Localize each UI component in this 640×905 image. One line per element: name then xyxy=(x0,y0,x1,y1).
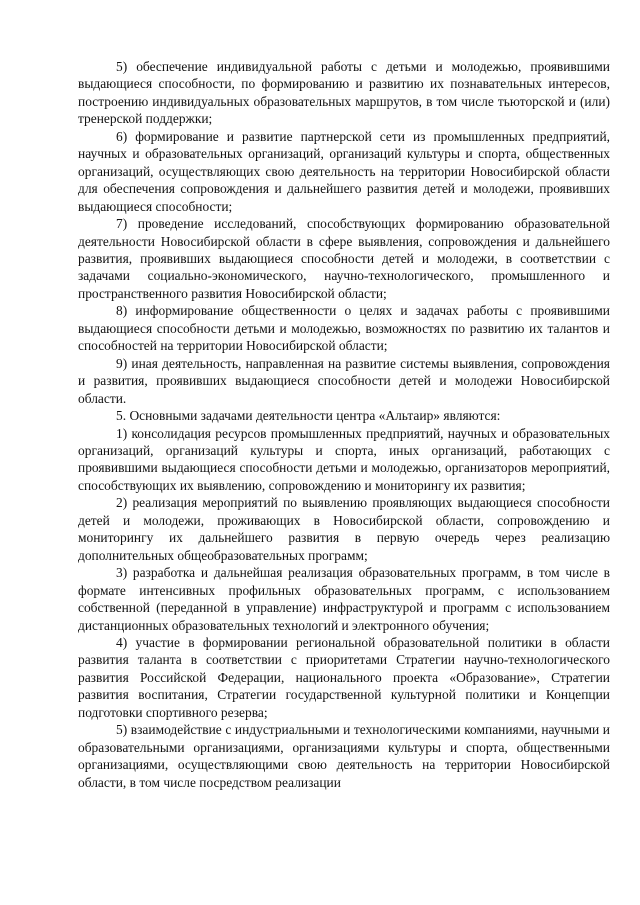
paragraph-task-1-consolidation: 1) консолидация ресурсов промышленных предприятий, научных и образовательных организаций, организаций культуры и спорта, иных организаций, работающих с проявившими выдающиеся способности детьми и молодежью, организаторов мероприятий, способствующих их выявлению, сопровождению и мониторингу их развития; xyxy=(78,425,610,493)
paragraph-task-3-programs: 3) разработка и дальнейшая реализация образовательных программ, в том числе в формате интенсивных профильных образовательных программ, с использованием собственной (переданной в управление) инфраструктурой и программ с использованием дистанционных образовательных технологий и электронного обучения; xyxy=(78,565,610,633)
paragraph-task-4-policy: 4) участие в формировании региональной образовательной политики в области развития таланта в соответствии с приоритетами Стратегии научно-технологического развития Российской Федерации, национального проекта «Образование», Стратегии развития воспитания, Стратегии государственной культурной политики и Концепции подготовки спортивного резерва; xyxy=(78,634,610,720)
paragraph-item-9-other-activity: 9) иная деятельность, направленная на развитие системы выявления, сопровождения и развития, проявивших выдающиеся способности детей и молодежи Новосибирской области. xyxy=(78,355,610,406)
paragraph-item-6-partner-network: 6) формирование и развитие партнерской сети из промышленных предприятий, научных и образовательных организаций, организаций культуры и спорта, общественных организаций, осуществляющих свою деятельность на территории Новосибирской области для обеспечения сопровождения и дальнейшего развития детей и молодежи, проявивших выдающиеся способности; xyxy=(78,128,610,214)
paragraph-item-5-individual-work: 5) обеспечение индивидуальной работы с детьми и молодежью, проявившими выдающиеся способности, по формированию и развитию их познавательных интересов, построению индивидуальных образовательных маршрутов, в том числе тьюторской и (или) тренерской поддержки; xyxy=(78,59,610,127)
paragraph-task-5-interaction: 5) взаимодействие с индустриальными и технологическими компаниями, научными и образовательными организациями, организациями культуры и спорта, общественными организациями, осуществляющими свою деятельность на территории Новосибирской области, в том числе посредством реализации xyxy=(78,722,610,790)
paragraph-item-8-informing-public: 8) информирование общественности о целях и задачах работы с проявившими выдающиеся способности детьми и молодежью, возможностях по развитию их талантов и способностей на территории Новосибирской области; xyxy=(78,303,610,354)
paragraph-task-2-events: 2) реализация мероприятий по выявлению проявляющих выдающиеся способности детей и молодежи, проживающих в Новосибирской области, сопровождению и мониторингу их дальнейшего развития в первую очередь через реализацию дополнительных общеобразовательных программ; xyxy=(78,495,610,563)
section-5-heading: 5. Основными задачами деятельности центра «Альтаир» являются: xyxy=(116,408,501,424)
document-page xyxy=(78,58,610,791)
paragraph-item-7-research: 7) проведение исследований, способствующих формированию образовательной деятельности Новосибирской области в сфере выявления, сопровождения и дальнейшего развития, проявивших выдающиеся способности детей и молодежи, в соответствии с задачами социально-экономического, научно-технологического, промышленного и пространственного развития Новосибирской области; xyxy=(78,216,610,301)
